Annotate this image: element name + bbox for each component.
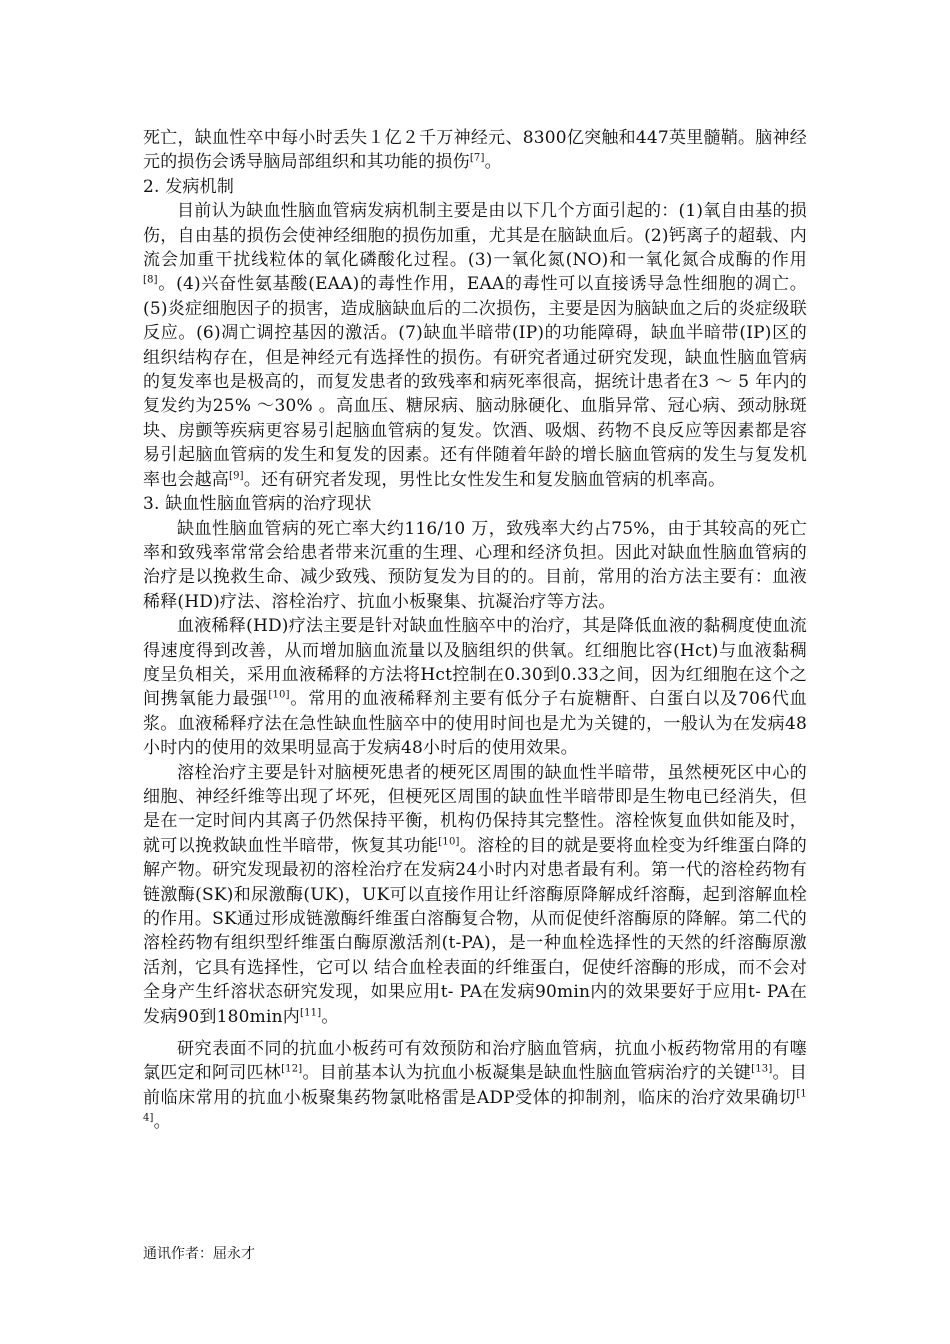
- citation-ref: [10]: [438, 836, 460, 848]
- text-run: 。: [153, 1112, 171, 1133]
- citation-ref: [9]: [229, 470, 244, 482]
- citation-ref: [13]: [751, 1063, 773, 1075]
- text-run: 。目前基本认为抗血小板凝集是缺血性脑血管病治疗的关键: [302, 1063, 752, 1084]
- body-paragraph: [143, 614, 807, 760]
- body-paragraph: [143, 199, 807, 492]
- text-run: 。(4)兴奋性氨基酸(EAA)的毒性作用，EAA的毒性可以直接诱导急性细胞的凋亡。(5)炎症细胞因子的损害，造成脑缺血后的二次损伤，主要是因为脑缺血之后的炎症级联反应。(6)凋亡调控基因的激活。(7)缺血半暗带(IP)的功能障碍，缺血半暗带(IP)区的组织结构存在，但是神经元有选择性的损伤。有研究者通过研究发现，缺血性脑血管病的复发率也是极高的，而复发患者的致残率和病死率很高，据统计患者在3 ～ 5 年内的复发约为25% ～30% 。高血压、糖尿病、脑动脉硬化、血脂异常、冠心病、颈动脉斑块、房颤等疾病更容易引起脑血管病的复发。饮酒、吸烟、药物不良反应等因素都是容易引起脑血管病的发生和复发的因素。还有伴随着年龄的增长脑血管病的发生与复发机率也会越高: [143, 274, 807, 490]
- text-run: 。还有研究者发现，男性比女性发生和复发脑血管病的机率高。: [243, 469, 726, 490]
- citation-ref: [8]: [143, 274, 158, 286]
- text-run: 死亡，缺血性卒中每小时丢失１亿２千万神经元、8300亿突触和447英里髓鞘。脑神经元的损伤会诱导脑局部组织和其功能的损伤: [143, 128, 807, 173]
- body-paragraph: [143, 1037, 807, 1135]
- text-run: 缺血性脑血管病的死亡率大约116/10 万，致残率大约占75%，由于其较高的死亡率和致残率常常会给患者带来沉重的生理、心理和经济负担。因此对缺血性脑血管病的治疗是以挽救生命、减少致残、预防复发为目的的。目前，常用的治方法主要有：血液稀释(HD)疗法、溶栓治疗、抗血小板聚集、抗凝治疗等方法。: [143, 518, 807, 612]
- text-run: 2. 发病机制: [143, 176, 235, 197]
- body-paragraph: [143, 517, 807, 615]
- citation-ref: [7]: [469, 152, 485, 164]
- body-paragraph: [143, 126, 807, 175]
- text-run: 。: [321, 1006, 339, 1027]
- section-heading: [143, 175, 807, 199]
- section-heading: [143, 492, 807, 516]
- text-run: 目前认为缺血性脑血管病发病机制主要是由以下几个方面引起的：(1)氧自由基的损伤，自由基的损伤会使神经细胞的损伤加重，尤其是在脑缺血后。(2)钙离子的超载、内流会加重干扰线粒体的氧化磷酸化过程。(3)一氧化氮(NO)和一氧化氮合成酶的作用: [143, 201, 807, 271]
- citation-ref: [12]: [281, 1063, 303, 1075]
- text-run: 。: [484, 152, 502, 173]
- corresponding-author-footer: 通讯作者：屈永才: [143, 1246, 255, 1262]
- text-run: 。目前临床常用的抗血小板聚集药物氯吡格雷是ADP受体的抑制剂，临床的治疗效果确切: [143, 1063, 807, 1108]
- citation-ref: [14]: [143, 1088, 807, 1124]
- article-body: [143, 126, 807, 1135]
- text-run: 。常用的血液稀释剂主要有低分子右旋糖酐、白蛋白以及706代血浆。血液稀释疗法在急性缺血性脑卒中的使用时间也是尤为关键的，一般认为在发病48小时内的使用的效果明显高于发病48小时后的使用效果。: [143, 689, 807, 759]
- text-run: 血液稀释(HD)疗法主要是针对缺血性脑卒中的治疗，其是降低血液的黏稠度使血流得速度得到改善，从而增加脑血流量以及脑组织的供氧。红细胞比容(Hct)与血液黏稠度呈负相关，采用血液稀释的方法将Hct控制在0.30到0.33之间，因为红细胞在这个之间携氧能力最强: [143, 616, 807, 710]
- text-run: 。溶栓的目的就是要将血栓变为纤维蛋白降的解产物。研究发现最初的溶栓治疗在发病24小时内对患者最有利。第一代的溶栓药物有链激酶(SK)和尿激酶(UK)，UK可以直接作用让纤溶酶原降解成纤溶酶，起到溶解血栓的作用。SK通过形成链激酶纤维蛋白溶酶复合物，从而促使纤溶酶原的降解。第二代的溶栓药物有组织型纤维蛋白酶原激活剂(t-PA)，是一种血栓选择性的天然的纤溶酶原激活剂，它具有选择性，它可以 结合血栓表面的纤维蛋白，促使纤溶酶的形成，而不会对全身产生纤溶状态研究发现，如果应用t- PA在发病90min内的效果要好于应用t- PA在发病90到180min内: [143, 835, 807, 1027]
- citation-ref: [10]: [268, 689, 290, 701]
- text-run: 研究表面不同的抗血小板药可有效预防和治疗脑血管病，抗血小板药物常用的有噻氯匹定和阿司匹林: [143, 1039, 807, 1084]
- body-paragraph: [143, 761, 807, 1029]
- text-run: 溶栓治疗主要是针对脑梗死患者的梗死区周围的缺血性半暗带，虽然梗死区中心的细胞、神经纤维等出现了坏死，但梗死区周围的缺血性半暗带即是生物电已经消失，但是在一定时间内其离子仍然保持平衡，机构仍保持其完整性。溶栓恢复血供如能及时，就可以挽救缺血性半暗带，恢复其功能: [143, 762, 807, 856]
- text-run: 3. 缺血性脑血管病的治疗现状: [143, 494, 372, 515]
- citation-ref: [11]: [300, 1006, 322, 1018]
